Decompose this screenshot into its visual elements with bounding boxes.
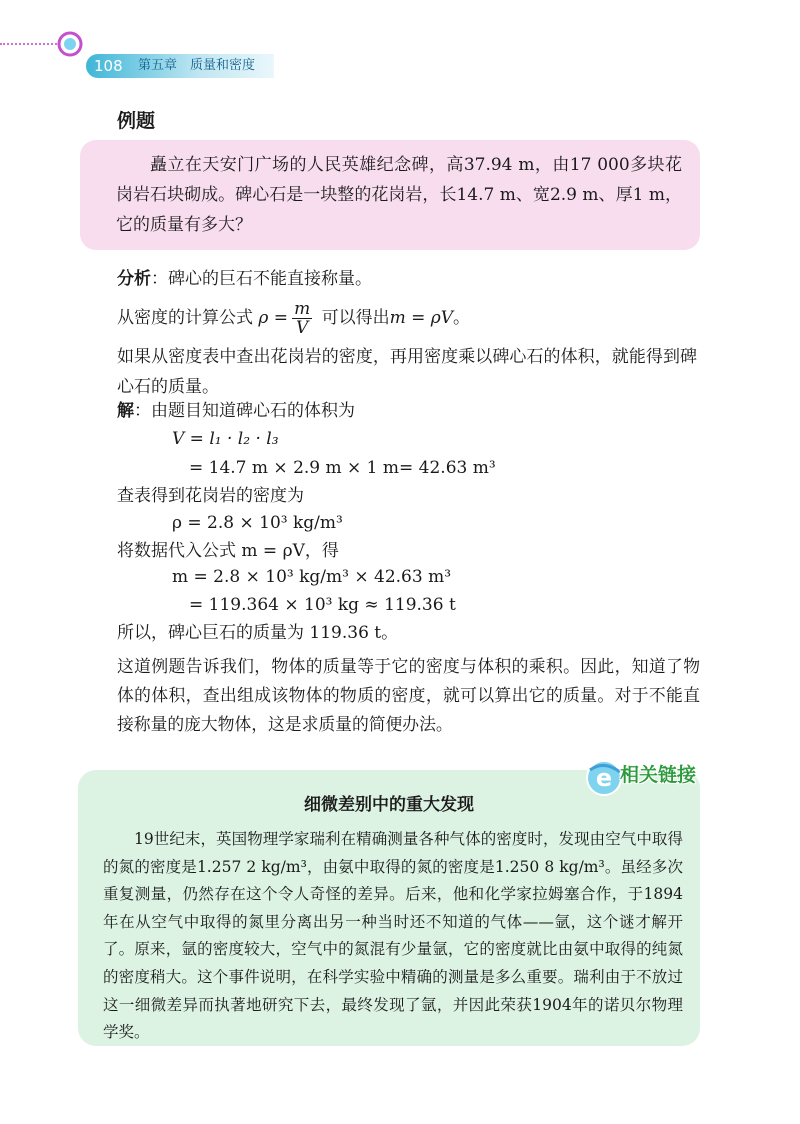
formula-prefix: 从密度的计算公式: [117, 308, 253, 328]
solution-conclusion: 所以，碑心巨石的质量为 119.36 t。: [117, 623, 399, 643]
formula-result: m = ρV: [389, 308, 454, 328]
mass-calculation: = 119.364 × 10³ kg ≈ 119.36 t: [189, 595, 456, 615]
problem-text: 矗立在天安门广场的人民英雄纪念碑，高37.94 m，由17 000多块花岗岩石块砌成。碑心石是一块整的花岗岩，长14.7 m、宽2.9 m、厚1 m，它的质量有多大？: [116, 155, 682, 235]
solution-intro: ：由题目知道碑心石的体积为: [134, 401, 355, 421]
analysis-text: ：碑心的巨石不能直接称量。: [151, 269, 372, 289]
volume-calculation: = 14.7 m × 2.9 m × 1 m= 42.63 m³: [189, 458, 496, 478]
summary-text: 这道例题告诉我们，物体的质量等于它的密度与体积的乘积。因此，知道了物体的体积，查出组成该物体的物质的密度，就可以算出它的质量。对于不能直接称量的庞大物体，这是求质量的简便办法。: [117, 656, 700, 734]
analysis-paragraph-text: 如果从密度表中查出花岗岩的密度，再用密度乘以碑心石的体积，就能得到碑心石的质量。: [117, 347, 697, 397]
page-number: 108: [94, 57, 123, 75]
related-link-title: 细微差别中的重大发现: [304, 795, 474, 815]
related-link-badge: 相关链接: [620, 764, 697, 786]
fraction-denominator: V: [295, 318, 309, 338]
related-link-text: 19世纪末，英国物理学家瑞利在精确测量各种气体的密度时，发现由空气中取得的氮的密度是1.257 2 kg/m³，由氨中取得的氮的密度是1.250 8 kg/m³。虽经多次重复测量，仍然存在这个令人奇怪的差异。后来，他和化学家拉姆塞合作，于1894年在从空气中取得的氮里分离出另一种当时还不知道的气体——氩，这个谜才解开了。原来，氩的密度较大，空气中的氮混有少量氩，它的密度就比由氨中取得的纯氮的密度稍大。这个事件说明，在科学实验中精确的测量是多么重要。瑞利由于不放过这一细微差异而执著地研究下去，最终发现了氩，并因此荣获1904年的诺贝尔物理学奖。: [103, 830, 683, 1042]
density-equation: ρ = 2.8 × 10³ kg/m³: [172, 513, 343, 533]
analysis-line: [117, 266, 372, 292]
substitute-intro: 将数据代入公式 m = ρV，得: [117, 541, 339, 561]
formula-rho: ρ =: [258, 308, 289, 328]
analysis-label: 分析: [117, 269, 151, 289]
volume-equation: V = l₁ · l₂ · l₃: [172, 429, 279, 449]
formula-line: [117, 300, 470, 337]
mass-equation: m = 2.8 × 10³ kg/m³ × 42.63 m³: [172, 567, 452, 587]
density-intro: 查表得到花岗岩的密度为: [117, 486, 304, 506]
density-fraction: [292, 300, 312, 337]
solution-intro-line: [117, 398, 355, 424]
summary-paragraph: [117, 652, 700, 739]
formula-end: 。: [453, 308, 471, 328]
example-heading: 例题: [117, 110, 156, 132]
fraction-numerator: m: [294, 299, 311, 319]
svg-text:e: e: [595, 764, 613, 792]
header-circle-ornament: [57, 31, 83, 57]
solution-label: 解: [117, 401, 134, 421]
analysis-paragraph: [117, 342, 697, 402]
formula-suffix: 可以得出: [321, 308, 390, 328]
header-dotted-line: [0, 43, 60, 45]
chapter-title: 第五章 质量和密度: [138, 58, 256, 73]
